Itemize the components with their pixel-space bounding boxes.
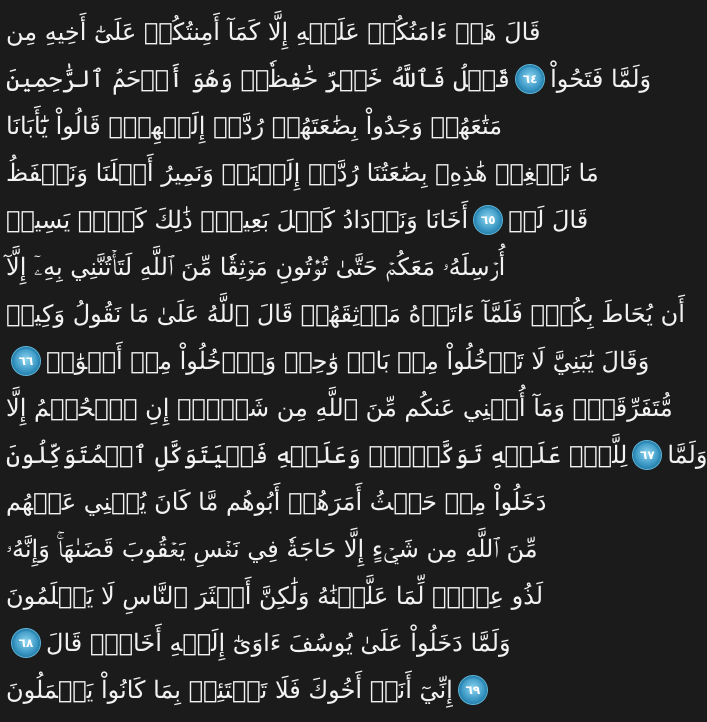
ayah-number-marker[interactable]: ٦٦: [12, 347, 40, 375]
ayah-number-marker[interactable]: ٦٩: [459, 676, 487, 704]
ayah-text: لِلَّهِۖ عَلَيۡهِ تَوَكَّلۡتُۖ وَعَلَيۡهِ فَلۡيَتَوَكَّلِ ٱلۡمُتَوَكِّلُونَ: [6, 440, 628, 469]
ayah-text: لَذُو عِلۡمٖ لِّمَا عَلَّمۡنَٰهُ وَلَٰكِنَّ أَكۡثَرَ ٱلنَّاسِ لَا يَعۡلَمُونَ: [6, 581, 544, 610]
ayah-text: وَلَمَّا: [667, 440, 707, 469]
text-line: [6, 55, 652, 102]
ayah-text: أَخَانَا وَنَزۡدَادُ كَيۡلَ بَعِيرٖۖ ذَٰلِكَ كَيۡلٞ يَسِيرٞ: [6, 205, 469, 234]
ayah-text: قَالَ هَلۡ ءَامَنُكُمۡ عَلَيۡهِ إِلَّا كَمَآ أَمِنتُكُمۡ عَلَىٰٓ أَخِيهِ مِن: [6, 17, 541, 46]
text-line: [6, 666, 481, 713]
ayah-text: إِنِّيٓ أَنَا۠ أَخُوكَ فَلَا تَبۡتَئِسۡ بِمَا كَانُواْ يَعۡمَلُونَ: [6, 675, 453, 704]
ayah-text: مُّتَفَرِّقَةٖۖ وَمَآ أُغۡنِي عَنكُم مِّنَ ٱللَّهِ مِن شَيۡءٍۖ إِنِ ٱلۡحُكۡمُ إِلَّا: [6, 393, 673, 422]
text-line: [6, 102, 503, 149]
ayah-number-marker[interactable]: ٦٨: [12, 629, 40, 657]
text-line: [6, 478, 547, 525]
ayah-text: وَقَالَ يَٰبَنِيَّ لَا تَدۡخُلُواْ مِنۢ بَابٖ وَٰحِدٖ وَٱدۡخُلُواْ مِنۡ أَبۡوَٰبٖ: [46, 346, 650, 375]
text-line: [6, 525, 538, 572]
text-line: [6, 149, 599, 196]
ayah-text: قَبۡلُ فَٱللَّهُ خَيۡرٌ حَٰفِظٗاۖ وَهُوَ أَرۡحَمُ ٱلرَّٰحِمِينَ: [6, 64, 511, 93]
text-line: [6, 572, 544, 619]
ayah-text: أُرۡسِلَهُۥ مَعَكُمۡ حَتَّىٰ تُؤۡتُونِ مَوۡثِقٗا مِّنَ ٱللَّهِ لَتَأۡتُنَّنِي بِهِۦٓ إِلَّآ: [6, 252, 506, 281]
ayah-text: قَالَ لَنۡ: [508, 205, 589, 234]
text-line: [6, 619, 511, 666]
text-line: [6, 384, 673, 431]
ayah-text: دَخَلُواْ مِنۡ حَيۡثُ أَمَرَهُمۡ أَبُوهُم مَّا كَانَ يُغۡنِي عَنۡهُم: [6, 487, 547, 516]
text-line: [6, 337, 650, 384]
ayah-number-marker[interactable]: ٦٧: [633, 441, 661, 469]
text-line: [6, 196, 589, 243]
ayah-text: مَتَٰعَهُمۡ وَجَدُواْ بِضَٰعَتَهُمۡ رُدَّتۡ إِلَيۡهِمۡۖ قَالُواْ يَٰٓأَبَانَا: [6, 111, 503, 140]
ayah-number-marker[interactable]: ٦٤: [516, 65, 544, 93]
ayah-text: أَن يُحَاطَ بِكُمۡۖ فَلَمَّآ ءَاتَوۡهُ مَوۡثِقَهُمۡ قَالَ ٱللَّهُ عَلَىٰ مَا نَقُولُ وَكِيلٞ: [6, 299, 685, 328]
ayah-number-marker[interactable]: ٦٥: [474, 206, 502, 234]
text-line: [6, 8, 541, 55]
ayah-text: مِّنَ ٱللَّهِ مِن شَيۡءٍ إِلَّا حَاجَةٗ فِي نَفۡسِ يَعۡقُوبَ قَضَىٰهَاۚ وَإِنَّهُۥ: [6, 534, 538, 563]
text-line: [6, 290, 685, 337]
text-line: [6, 431, 707, 478]
ayah-text: وَلَمَّا فَتَحُواْ: [550, 64, 652, 93]
ayah-text: وَلَمَّا دَخَلُواْ عَلَىٰ يُوسُفَ ءَاوَىٰٓ إِلَيۡهِ أَخَاهُۖ قَالَ: [46, 628, 511, 657]
text-line: [6, 243, 506, 290]
ayah-text: مَا نَبۡغِيۖ هَٰذِهِۦ بِضَٰعَتُنَا رُدَّتۡ إِلَيۡنَاۖ وَنَمِيرُ أَهۡلَنَا وَنَحۡفَظُ: [6, 158, 599, 187]
